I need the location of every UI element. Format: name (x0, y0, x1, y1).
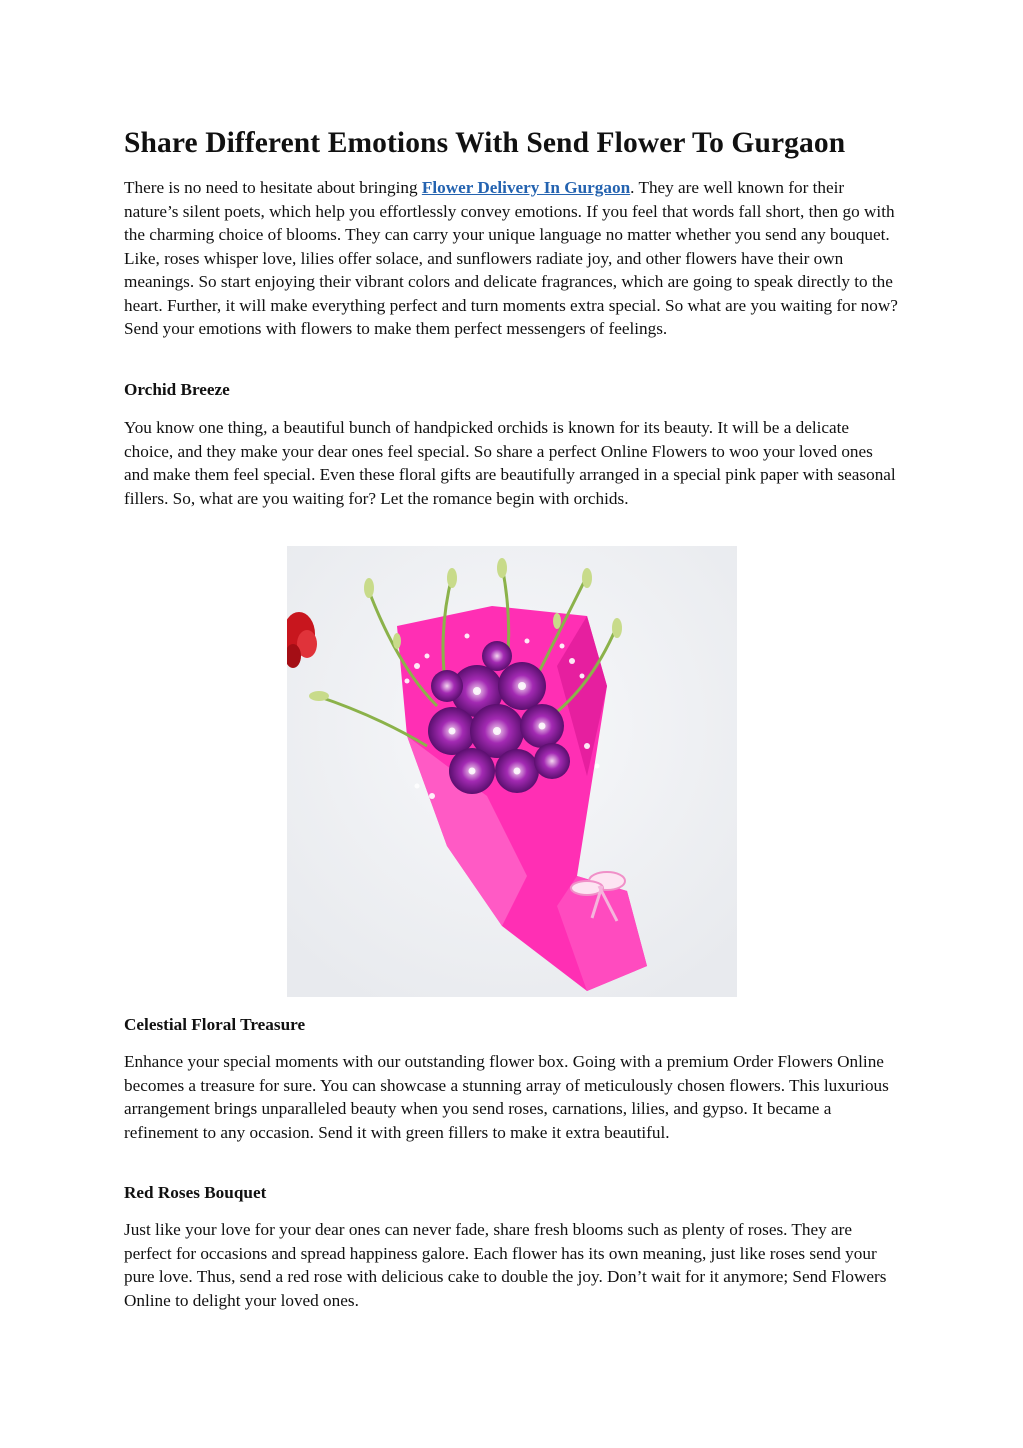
section-heading: Red Roses Bouquet (124, 1183, 267, 1202)
intro-text-before-link: There is no need to hesitate about bringing (124, 178, 422, 197)
section-paragraph: Just like your love for your dear ones can never fade, share fresh blooms such as plenty of roses. They are perfect for occasions and spread happiness galore. Each flower has its own meaning, just like roses send your pure love. Thus, send a red rose with delicious cake to double the joy. Don’t wait for it anymore; Send Flowers Online to delight your loved ones. (124, 1220, 887, 1310)
section-heading: Orchid Breeze (124, 380, 230, 399)
page-title: Share Different Emotions With Send Flower To Gurgaon (124, 127, 846, 159)
intro-paragraph-block (124, 176, 900, 341)
intro-text-after-link: . They are well known for their nature’s silent poets, which help you effortlessly convey emotions. If you feel that words fall short, then go with the charming choice of blooms. They can carry your unique language no matter whether you send any bouquet. Like, roses whisper love, lilies offer solace, and sunflowers radiate joy, and other flowers have their own meanings. So start enjoying their vibrant colors and delicate fragrances, which are going to speak directly to the heart. Further, it will make everything perfect and turn moments extra special. So what are you waiting for now? Send your emotions with flowers to make them perfect messengers of feelings. (124, 178, 898, 338)
section-body-celestial-floral-treasure (124, 1050, 900, 1144)
section-body-orchid-breeze (124, 416, 900, 510)
orchid-bouquet-image (287, 546, 737, 997)
section-heading-red-roses-bouquet (124, 1181, 900, 1204)
intro-paragraph (124, 176, 900, 341)
section-heading: Celestial Floral Treasure (124, 1015, 306, 1034)
section-heading-celestial-floral-treasure (124, 1013, 900, 1036)
section-paragraph: Enhance your special moments with our outstanding flower box. Going with a premium Order Flowers Online becomes a treasure for sure. You can showcase a stunning array of meticulously chosen flowers. This luxurious arrangement brings unparalleled beauty when you send roses, carnations, lilies, and gypso. It became a refinement to any occasion. Send it with green fillers to make it extra beautiful. (124, 1052, 889, 1142)
section-body-red-roses-bouquet (124, 1218, 900, 1312)
section-heading-orchid-breeze (124, 378, 900, 401)
flower-delivery-gurgaon-link[interactable]: Flower Delivery In Gurgaon (421, 178, 631, 197)
orchid-bouquet-illustration (287, 546, 737, 997)
section-paragraph: You know one thing, a beautiful bunch of handpicked orchids is known for its beauty. It will be a delicate choice, and they make your dear ones feel special. So share a perfect Online Flowers to woo your loved ones and make them feel special. Even these floral gifts are beautifully arranged in a special pink paper with seasonal fillers. So, what are you waiting for? Let the romance begin with orchids. (124, 418, 896, 508)
